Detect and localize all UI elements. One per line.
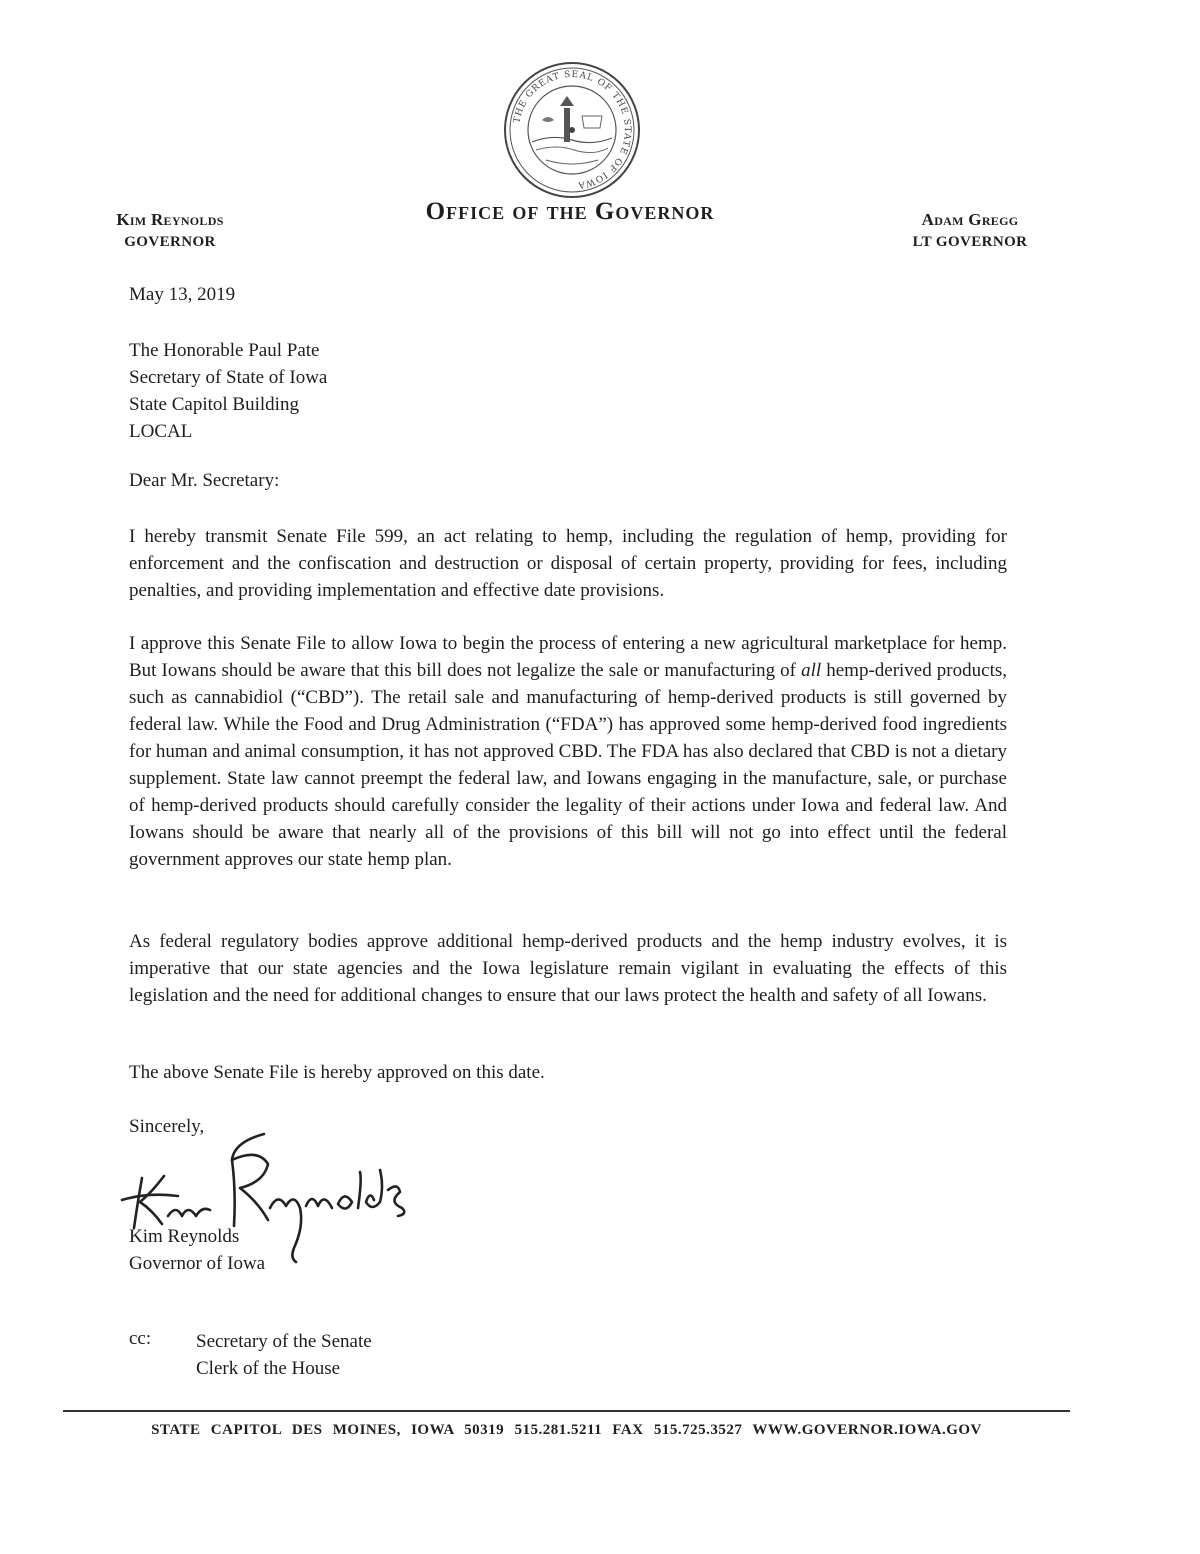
lt-governor-name-block — [900, 210, 1040, 251]
sign-off: Sincerely, — [129, 1116, 205, 1137]
lt-governor-title: LT GOVERNOR — [912, 234, 1028, 250]
body-paragraph-3: As federal regulatory bodies approve additional hemp-derived products and the hemp industry evolves, it is imperative that our state agencies and the Iowa legislature remain vigilant in evaluating the effects of this legislation and the need for additional changes to ensure that our laws protect the health and safety of all Iowans. — [129, 931, 1007, 1006]
footer-divider — [63, 1410, 1070, 1412]
governor-name-block — [100, 210, 240, 251]
footer-fax: FAX 515.725.3527 — [612, 1422, 743, 1438]
governor-name: Kim Reynolds — [116, 210, 224, 229]
footer-city: DES MOINES, IOWA 50319 — [291, 1422, 505, 1438]
signer-title: Governor of Iowa — [129, 1253, 266, 1274]
footer-address: STATE CAPITOL — [151, 1422, 282, 1438]
cc-list — [196, 1328, 372, 1382]
signer-name: Kim Reynolds — [129, 1226, 240, 1247]
recipient-line: Secretary of State of Iowa — [129, 367, 328, 388]
paragraph-2-text-a: I approve this Senate File to allow Iowa to begin the process of entering a new agricultural marketplace for hemp. But Iowans should be aware that this bill does not legalize the sale or manufacturing of — [129, 633, 1007, 681]
body-paragraph-1: I hereby transmit Senate File 599, an act relating to hemp, including the regulation of hemp, providing for enforcement and the confiscation and destruction or disposal of certain property, providing for fees, including penalties, and providing implementation and effective date provisions. — [129, 526, 1007, 601]
salutation: Dear Mr. Secretary: — [129, 470, 280, 491]
cc-recipient: Clerk of the House — [196, 1358, 341, 1379]
body-paragraph-2 — [129, 630, 1007, 873]
governor-title: GOVERNOR — [124, 234, 216, 250]
cc-recipient: Secretary of the Senate — [196, 1331, 372, 1352]
approval-statement: The above Senate File is hereby approved on this date. — [129, 1062, 545, 1083]
recipient-line: LOCAL — [129, 421, 193, 442]
signer-block — [129, 1223, 265, 1277]
svg-text:THE GREAT SEAL OF THE STATE OF: THE GREAT SEAL OF THE STATE OF IOWA — [512, 69, 633, 190]
cc-label: cc: — [129, 1328, 152, 1349]
iowa-state-seal-icon — [502, 60, 642, 200]
footer-website[interactable]: WWW.GOVERNOR.IOWA.GOV — [752, 1422, 982, 1438]
recipient-line: The Honorable Paul Pate — [129, 340, 320, 361]
footer-contact — [63, 1422, 1070, 1439]
footer-phone: 515.281.5211 — [514, 1422, 603, 1438]
letter-date: May 13, 2019 — [129, 284, 236, 305]
paragraph-2-emphasis: all — [801, 660, 822, 681]
lt-governor-name: Adam Gregg — [921, 210, 1019, 229]
paragraph-2-text-b: hemp-derived products, such as cannabidiol (“CBD”). The retail sale and manufacturing of hemp-derived products is still governed by federal law. While the Food and Drug Administration (“FDA”) has approved some hemp-derived food ingredients for human and animal consumption, it has not approved CBD. The FDA has also declared that CBD is not a dietary supplement. State law cannot preempt the federal law, and Iowans engaging in the manufacture, sale, or purchase of hemp-derived products should carefully consider the legality of their actions under Iowa and federal law. And Iowans should be aware that nearly all of the provisions of this bill will not go into effect until the federal government approves our state hemp plan. — [129, 660, 1007, 870]
recipient-line: State Capitol Building — [129, 394, 299, 415]
office-title: Office of the Governor — [425, 198, 715, 225]
recipient-address — [129, 337, 327, 445]
